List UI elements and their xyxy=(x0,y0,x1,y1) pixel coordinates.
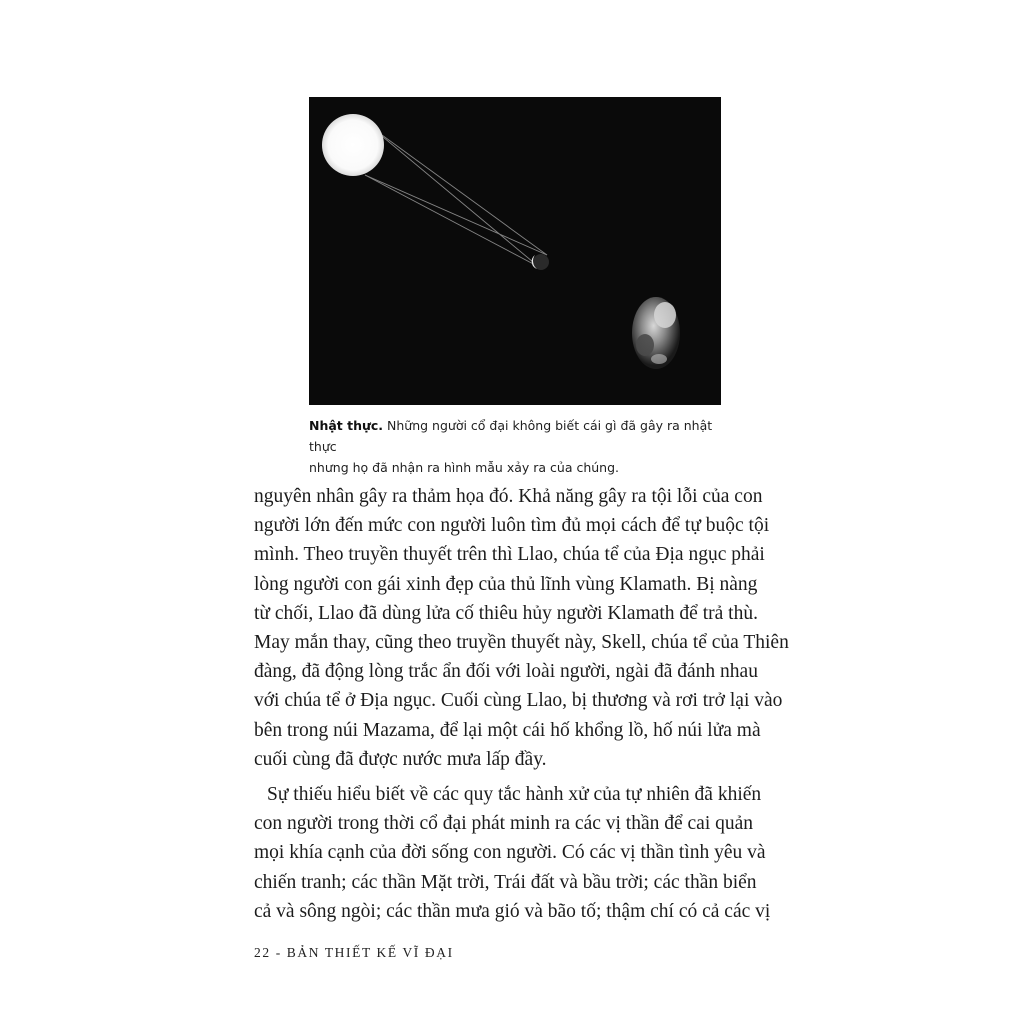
paragraph-1-line: nguyên nhân gây ra thảm họa đó. Khả năng gây ra tội lỗi của con xyxy=(254,486,763,507)
paragraph-1-line: bên trong núi Mazama, để lại một cái hố khổng lồ, hố núi lửa mà xyxy=(254,719,761,741)
page-number: 22 xyxy=(254,945,271,960)
paragraph-2-line: con người trong thời cổ đại phát minh ra các vị thần để cai quản xyxy=(254,813,754,835)
eclipse-illustration xyxy=(309,97,721,405)
paragraph-1-line: mình. Theo truyền thuyết trên thì Llao, chúa tể của Địa ngục phải xyxy=(254,544,765,566)
paragraph-1-line: người lớn đến mức con người luôn tìm đủ mọi cách để tự buộc tội xyxy=(254,515,770,537)
footer-separator: - xyxy=(275,945,282,960)
paragraph-1-line: cuối cùng đã được nước mưa lấp đầy. xyxy=(254,748,547,770)
paragraph-2-line: mọi khía cạnh của đời sống con người. Có các vị thần tình yêu và xyxy=(254,842,766,864)
earth-icon xyxy=(632,297,680,369)
caption-title: Nhật thực. xyxy=(309,418,384,433)
paragraph-2-line: cả và sông ngòi; các thần mưa gió và bão tố; thậm chí có cả các vị xyxy=(254,900,771,922)
sun-icon xyxy=(322,114,384,176)
figure-caption xyxy=(309,415,739,478)
paragraph-2-line: Sự thiếu hiểu biết về các quy tắc hành xử của tự nhiên đã khiến xyxy=(267,784,762,806)
paragraph-1-line: lòng người con gái xinh đẹp của thủ lĩnh vùng Klamath. Bị nàng xyxy=(254,573,758,595)
paragraph-1-line: May mắn thay, cũng theo truyền thuyết này, Skell, chúa tể của Thiên xyxy=(254,632,789,654)
eclipse-photo xyxy=(309,97,721,405)
page-footer xyxy=(254,945,454,961)
caption-line-1 xyxy=(309,415,739,457)
body-text xyxy=(254,482,789,926)
paragraph-2-line: chiến tranh; các thần Mặt trời, Trái đất và bầu trời; các thần biển xyxy=(254,871,757,893)
caption-text: Những người cổ đại không biết cái gì đã gây ra nhật thực xyxy=(309,418,713,454)
book-title: BẢN THIẾT KẾ VĨ ĐẠI xyxy=(286,945,454,960)
caption-line-2: nhưng họ đã nhận ra hình mẫu xảy ra của chúng. xyxy=(309,460,620,475)
paragraph-1-line: từ chối, Llao đã dùng lửa cố thiêu hủy người Klamath để trả thù. xyxy=(254,602,758,624)
paragraph-1-line: đàng, đã động lòng trắc ẩn đối với loài người, ngài đã đánh nhau xyxy=(254,661,758,683)
paragraph-1-line: với chúa tể ở Địa ngục. Cuối cùng Llao, bị thương và rơi trở lại vào xyxy=(254,690,783,712)
